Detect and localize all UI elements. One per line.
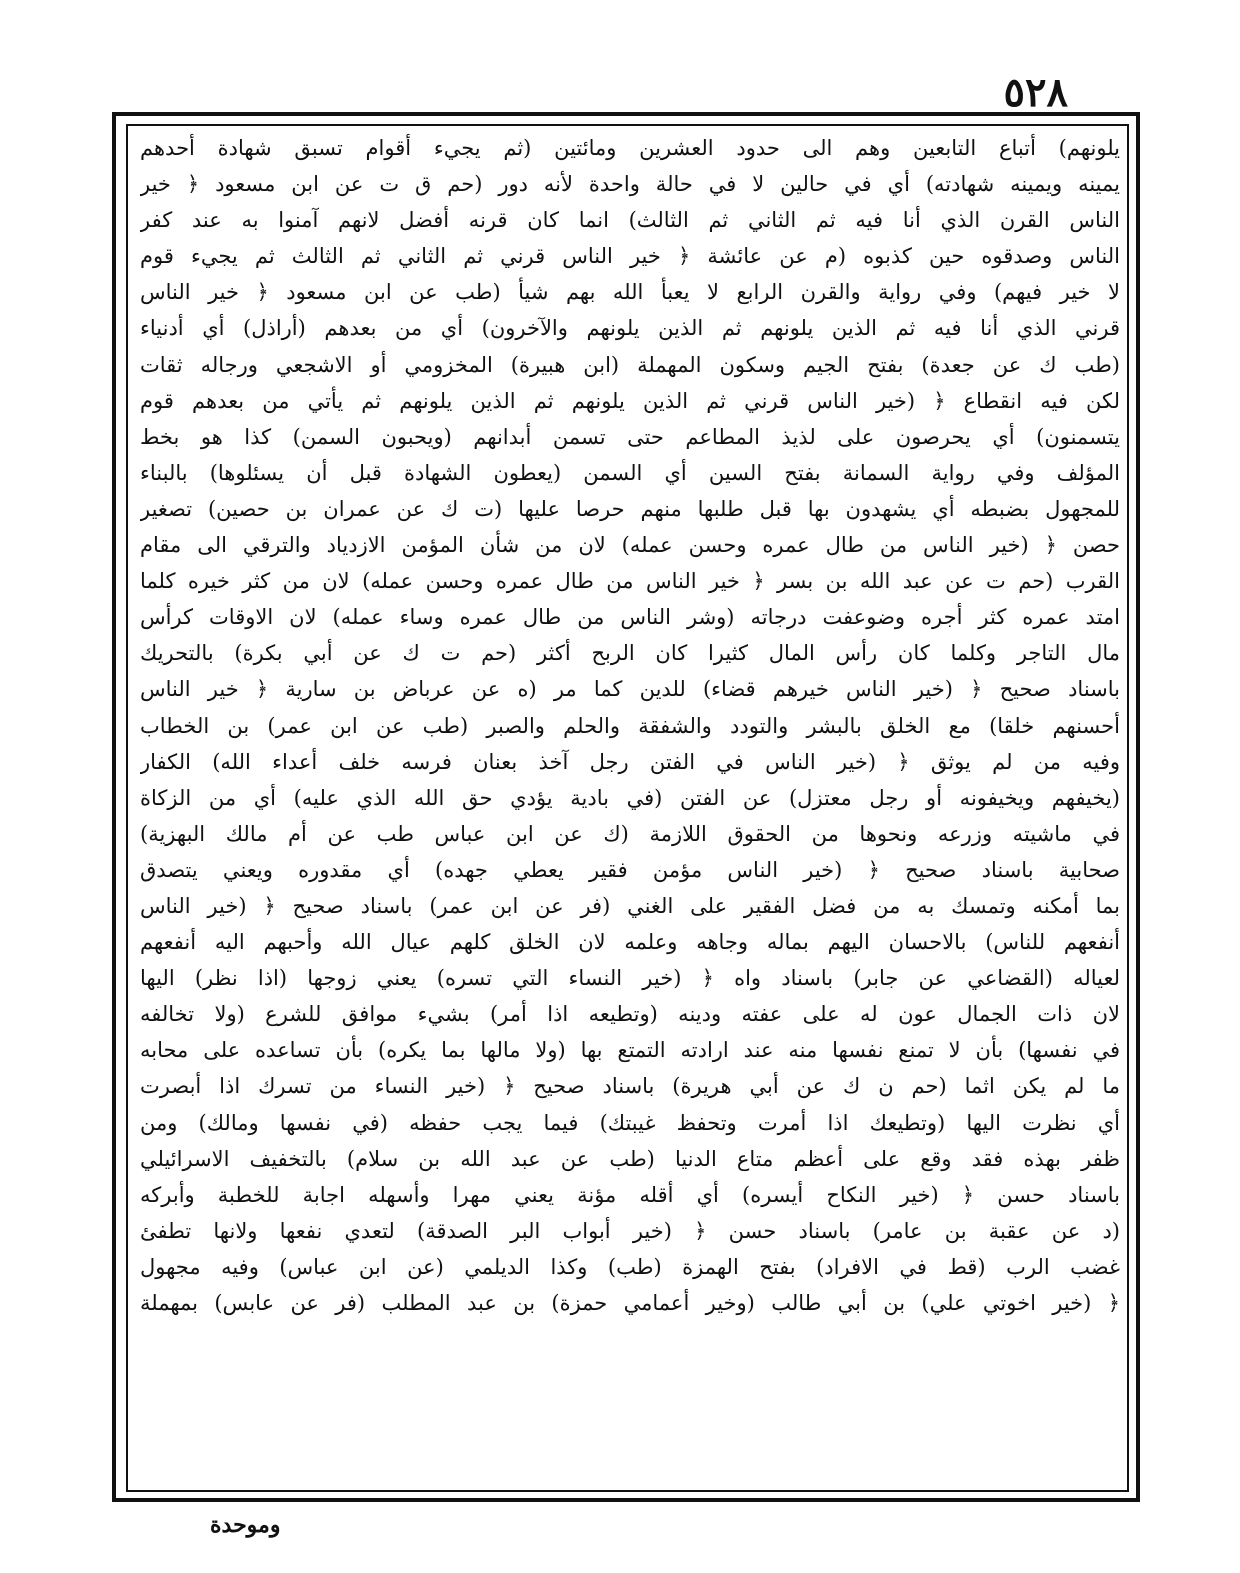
- text-line: في ماشيته وزرعه ونحوها من الحقوق اللازمة (ك عن ابن عباس طب عن أم مالك البهزية): [140, 821, 1120, 846]
- main-text-block: [140, 130, 1120, 1485]
- text-line: أنفعهم للناس) بالاحسان اليهم بماله وجاهه وعلمه لان الخلق كلهم عيال الله وأحبهم اليه أنفعهم: [140, 930, 1120, 955]
- text-line: بما أمكنه وتمسك به من فضل الفقير على الغني (فر عن ابن عمر) باسناد صحيح ﴿ (خير الناس: [140, 893, 1120, 918]
- text-line: مال التاجر وكلما كان رأس المال كثيرا كان الربح أكثر (حم ت ك عن أبي بكرة) بالتحريك: [140, 641, 1120, 666]
- text-line: ﴿ (خير اخوتي علي) بن أبي طالب (وخير أعمامي حمزة) بن عبد المطلب (فر عن عابس) بمهملة: [140, 1291, 1120, 1315]
- text-line: الناس القرن الذي أنا فيه ثم الثاني ثم الثالث) انما كان قرنه أفضل لانهم آمنوا به عند كفر: [140, 208, 1120, 233]
- catchword: وموحدة: [210, 1512, 281, 1538]
- text-line: يتسمنون) أي يحرصون على لذيذ المطاعم حتى تسمن أبدانهم (ويحبون السمن) كذا هو بخط: [140, 424, 1120, 449]
- text-line: (طب ك عن جعدة) بفتح الجيم وسكون المهملة (ابن هبيرة) المخزومي أو الاشجعي ورجاله ثقات: [140, 352, 1120, 377]
- text-line: يمينه ويمينه شهادته) أي في حالين لا في حالة واحدة لأنه دور (حم ق ت عن ابن مسعود ﴿ خير: [140, 172, 1120, 197]
- text-line: لا خير فيهم) وفي رواية والقرن الرابع لا يعبأ الله بهم شيأ (طب عن ابن مسعود ﴿ خير الناس: [140, 280, 1120, 305]
- text-line: (د عن عقبة بن عامر) باسناد حسن ﴿ (خير أبواب البر الصدقة) لتعدي نفعها ولانها تطفئ: [140, 1218, 1120, 1243]
- text-line: ما لم يكن اثما (حم ن ك عن أبي هريرة) باسناد صحيح ﴿ (خير النساء من تسرك اذا أبصرت: [140, 1074, 1120, 1099]
- text-line: أحسنهم خلقا) مع الخلق بالبشر والتودد والشفقة والحلم والصبر (طب عن ابن عمر) بن الخطاب: [140, 713, 1120, 738]
- text-line: ظفر بهذه فقد وقع على أعظم متاع الدنيا (طب عن عبد الله بن سلام) بالتخفيف الاسرائيلي: [140, 1146, 1120, 1171]
- text-line: امتد عمره كثر أجره وضوعفت درجاته (وشر الناس من طال عمره وساء عمله) لان الاوقات كرأس: [140, 605, 1120, 630]
- text-line: للمجهول بضبطه أي يشهدون بها قبل طلبها منهم حرصا عليها (ت ك عن عمران بن حصين) تصغير: [140, 496, 1120, 521]
- text-line: يلونهم) أتباع التابعين وهم الى حدود العشرين ومائتين (ثم يجيء أقوام تسبق شهادة أحدهم: [140, 136, 1120, 160]
- text-line: باسناد صحيح ﴿ (خير الناس خيرهم قضاء) للدين كما مر (ه عن عرباض بن سارية ﴿ خير الناس: [140, 677, 1120, 702]
- text-line: القرب (حم ت عن عبد الله بن بسر ﴿ خير الناس من طال عمره وحسن عمله) لان من كثر خيره كلما: [140, 569, 1120, 594]
- text-line: (يخيفهم ويخيفونه أو رجل معتزل) عن الفتن (في بادية يؤدي حق الله الذي عليه) أي من الزكاة: [140, 785, 1120, 810]
- page-number: ٥٢٨: [1003, 69, 1068, 116]
- text-line: لان ذات الجمال عون له على عفته ودينه (وتطيعه اذا أمر) بشيء موافق للشرع (ولا تخالفه: [140, 1002, 1120, 1027]
- text-line: غضب الرب (قط في الافراد) بفتح الهمزة (طب) وكذا الديلمي (عن ابن عباس) وفيه مجهول: [140, 1254, 1120, 1279]
- text-line: في نفسها) بأن لا تمنع نفسها منه عند ارادته التمتع بها (ولا مالها بما يكره) بأن تساعده على محابه: [140, 1038, 1120, 1063]
- text-line: حصن ﴿ (خير الناس من طال عمره وحسن عمله) لان من شأن المؤمن الازدياد والترقي الى مقام: [140, 533, 1120, 558]
- text-line: الناس وصدقوه حين كذبوه (م عن عائشة ﴿ خير الناس قرني ثم الثاني ثم الثالث ثم يجيء قوم: [140, 244, 1120, 269]
- text-line: قرني الذي أنا فيه ثم الذين يلونهم ثم الذين يلونهم والآخرون) أي من بعدهم (أراذل) أي أدنياء: [140, 316, 1120, 341]
- text-line: وفيه من لم يوثق ﴿ (خير الناس في الفتن رجل آخذ بعنان فرسه خلف أعداء الله) الكفار: [140, 749, 1120, 774]
- text-line: المؤلف وفي رواية السمانة بفتح السين أي السمن (يعطون الشهادة قبل أن يسئلوها) بالبناء: [140, 460, 1120, 485]
- text-line: صحابية باسناد صحيح ﴿ (خير الناس مؤمن فقير يعطي جهده) أي مقدوره ويعني يتصدق: [140, 857, 1120, 882]
- text-line: أي نظرت اليها (وتطيعك اذا أمرت وتحفظ غيبتك) فيما يجب حفظه (في نفسها ومالك) ومن: [140, 1110, 1120, 1135]
- text-line: لكن فيه انقطاع ﴿ (خير الناس قرني ثم الذين يلونهم ثم الذين يلونهم ثم يأتي من بعدهم قوم: [140, 388, 1120, 413]
- text-line: باسناد حسن ﴿ (خير النكاح أيسره) أي أقله مؤنة يعني مهرا وأسهله اجابة للخطبة وأبركه: [140, 1182, 1120, 1207]
- text-line: لعياله (القضاعي عن جابر) باسناد واه ﴿ (خير النساء التي تسره) يعني زوجها (اذا نظر) اليها: [140, 966, 1120, 991]
